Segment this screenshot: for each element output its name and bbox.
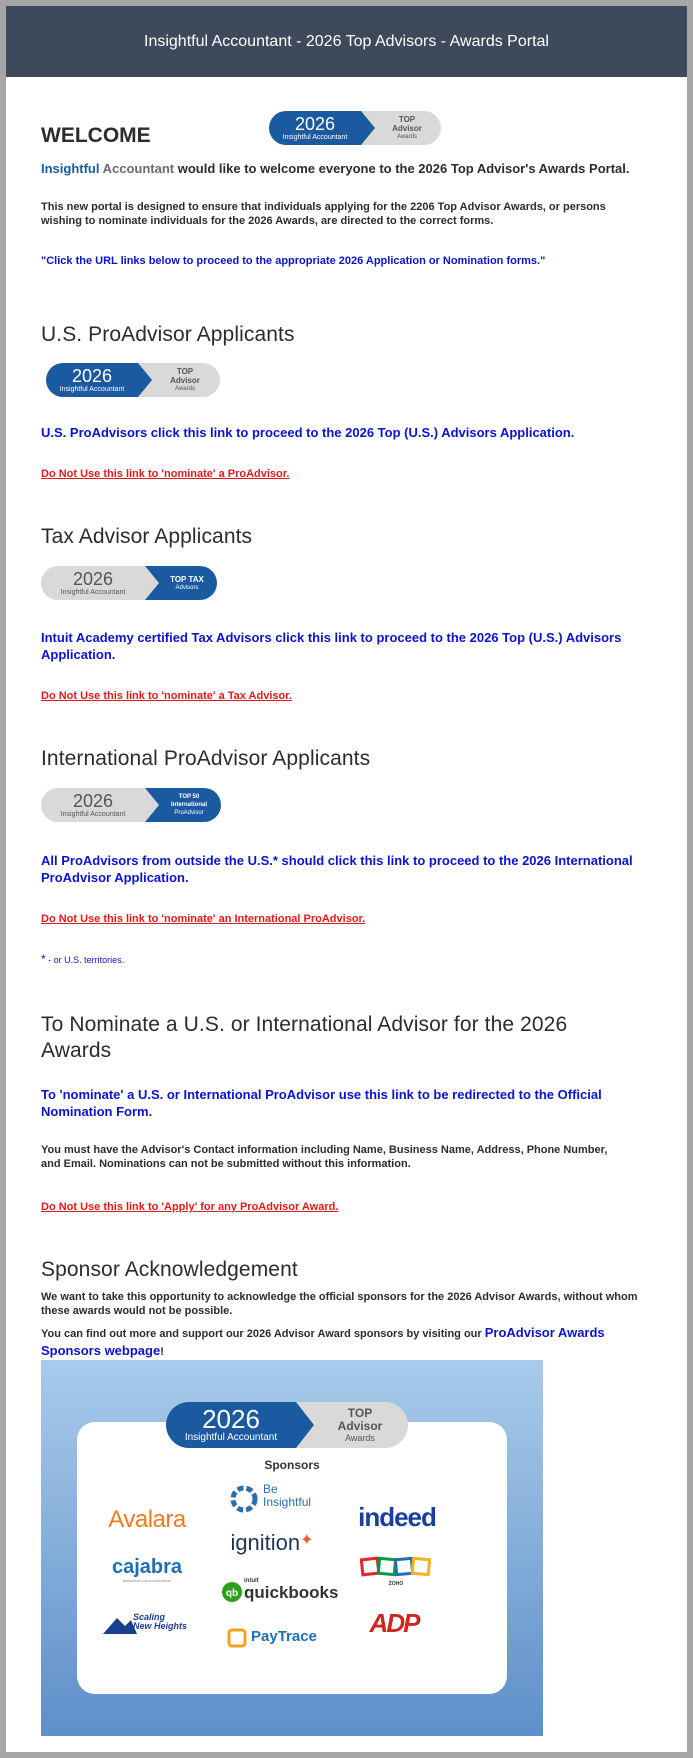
badge-top50: TOP 50 bbox=[178, 794, 200, 800]
quickbooks-label: quickbooks bbox=[244, 1583, 339, 1602]
badge-advisor: Advisor bbox=[170, 376, 200, 385]
us-application-link[interactable]: U.S. ProAdvisors click this link to proceed to the 2026 Top (U.S.) Advisors Application. bbox=[41, 425, 575, 440]
badge-top-tax: TOP TAX bbox=[170, 574, 204, 584]
footnote-text: - or U.S. territories. bbox=[45, 955, 125, 965]
cajabra-logo bbox=[102, 1556, 192, 1583]
intl-footnote bbox=[41, 952, 124, 966]
ignition-logo bbox=[222, 1530, 322, 1556]
ignition-spark-icon: ✦ bbox=[300, 1532, 314, 1549]
nomination-note: You must have the Advisor's Contact information including Name, Business Name, Address, Phone Number, and Email. Nominations can not be submitted without this information. bbox=[41, 1144, 608, 1170]
intl-application-link[interactable]: All ProAdvisors from outside the U.S.* should click this link to proceed to the 2026 International ProAdvisor Application. bbox=[41, 853, 633, 885]
badge-brand: Insightful Accountant bbox=[60, 810, 126, 818]
welcome-heading: WELCOME bbox=[41, 124, 151, 147]
sponsor-section-heading: Sponsor Acknowledgement bbox=[41, 1258, 298, 1281]
scaling-new-heights-logo bbox=[103, 1610, 195, 1640]
badge-top: TOP bbox=[347, 1405, 373, 1420]
nomination-form-link[interactable]: To 'nominate' a U.S. or International ProAdvisor use this link to be redirected to the Official Nomination Form. bbox=[41, 1087, 602, 1119]
badge-awards: Awards bbox=[175, 386, 195, 392]
awards-badge-welcome bbox=[269, 111, 441, 145]
sponsors-card bbox=[77, 1404, 507, 1694]
paytrace-logo bbox=[227, 1626, 337, 1650]
badge-year: 2026 bbox=[294, 113, 336, 134]
quickbooks-logo bbox=[222, 1578, 339, 1604]
ignition-label: ignition bbox=[230, 1530, 301, 1555]
footnote-star: * bbox=[41, 952, 46, 966]
paytrace-icon bbox=[227, 1628, 247, 1648]
welcome-intro bbox=[41, 161, 661, 177]
awards-badge-us bbox=[46, 363, 220, 397]
be-label: Be bbox=[263, 1482, 278, 1496]
cajabra-label: cajabra bbox=[111, 1556, 183, 1578]
quickbooks-icon bbox=[222, 1582, 242, 1602]
sponsor-text-1: We want to take this opportunity to acknowledge the official sponsors for the 2026 Advisor Awards, without whom these awards would not be possible. bbox=[41, 1291, 638, 1317]
zoho-label: ZOHO bbox=[388, 1581, 404, 1587]
intl-section-heading: International ProAdvisor Applicants bbox=[41, 747, 371, 770]
welcome-quote: "Click the URL links below to proceed to the appropriate 2026 Application or Nomination forms." bbox=[41, 255, 546, 267]
sponsor-text-2-suffix: ! bbox=[160, 1346, 164, 1358]
sponsors-webpage-link[interactable]: ProAdvisor Awards Sponsors webpage bbox=[41, 1325, 605, 1358]
badge-top: TOP bbox=[398, 115, 416, 124]
be-insightful-logo bbox=[227, 1482, 347, 1516]
awards-badge-sponsors bbox=[166, 1402, 408, 1448]
awards-badge-intl bbox=[41, 788, 221, 822]
badge-awards: Awards bbox=[345, 1432, 375, 1443]
paytrace-label: PayTrace bbox=[251, 1628, 317, 1645]
intuit-label: intuit bbox=[244, 1578, 259, 1584]
us-nominate-warning-link[interactable]: Do Not Use this link to 'nominate' a ProAdvisor. bbox=[41, 468, 290, 480]
badge-brand: Insightful Accountant bbox=[59, 385, 125, 393]
awards-badge-tax bbox=[41, 566, 217, 600]
page-frame bbox=[6, 6, 687, 1752]
be-insightful-icon bbox=[229, 1484, 259, 1514]
nominate-section-heading: To Nominate a U.S. or International Advisor for the 2026 Awards bbox=[41, 1013, 568, 1062]
tax-application-link[interactable]: Intuit Academy certified Tax Advisors click this link to proceed to the 2026 Top (U.S.) Advisors Application. bbox=[41, 630, 622, 662]
tax-nominate-warning-link[interactable]: Do Not Use this link to 'nominate' a Tax Advisor. bbox=[41, 690, 292, 702]
badge-year: 2026 bbox=[71, 365, 113, 386]
zoho-squares-icon bbox=[360, 1556, 432, 1580]
sponsors-panel bbox=[41, 1360, 543, 1736]
badge-advisor: Advisor bbox=[337, 1418, 383, 1433]
welcome-description: This new portal is designed to ensure that individuals applying for the 2206 Top Advisor Awards, or persons wishing to nominate individuals for the 2026 Awards, are directed to the correct forms. bbox=[41, 201, 606, 227]
badge-advisor: Advisor bbox=[392, 124, 422, 133]
us-section-heading: U.S. ProAdvisor Applicants bbox=[41, 323, 295, 346]
snh-label-2: New Heights bbox=[133, 1621, 188, 1631]
header-title: Insightful Accountant - 2026 Top Advisors - Awards Portal bbox=[144, 32, 549, 50]
intl-nominate-warning-link[interactable]: Do Not Use this link to 'nominate' an International ProAdvisor. bbox=[41, 913, 366, 925]
svg-text:qb: qb bbox=[225, 1588, 239, 1599]
zoho-logo bbox=[360, 1556, 432, 1586]
badge-year: 2026 bbox=[202, 1404, 260, 1434]
brand-insightful: Insightful bbox=[41, 161, 100, 176]
badge-awards: Awards bbox=[397, 134, 417, 140]
nominate-apply-warning-link[interactable]: Do Not Use this link to 'Apply' for any ProAdvisor Award. bbox=[41, 1201, 339, 1213]
badge-year: 2026 bbox=[72, 568, 114, 589]
badge-brand: Insightful Accountant bbox=[60, 588, 126, 596]
cajabra-tagline: MARKETING FOR ACCOUNTANTS bbox=[122, 1579, 172, 1583]
badge-brand: Insightful Accountant bbox=[282, 133, 348, 141]
badge-year: 2026 bbox=[72, 790, 114, 811]
tax-section-heading: Tax Advisor Applicants bbox=[41, 525, 253, 548]
badge-international: International bbox=[170, 802, 207, 808]
mountain-icon bbox=[103, 1614, 137, 1634]
adp-logo: ADP bbox=[369, 1608, 419, 1638]
sponsor-text-2-prefix: You can find out more and support our 2026 Advisor Award sponsors by visiting our bbox=[41, 1328, 485, 1340]
welcome-intro-text: would like to welcome everyone to the 2026 Top Advisor's Awards Portal. bbox=[174, 161, 630, 176]
badge-proadvisor: ProAdvisor bbox=[174, 810, 204, 816]
badge-brand: Insightful Accountant bbox=[184, 1432, 278, 1443]
brand-accountant: Accountant bbox=[99, 161, 175, 176]
badge-advisors: Advisors bbox=[175, 584, 199, 591]
insightful-label: Insightful bbox=[263, 1495, 312, 1509]
indeed-logo: indeed bbox=[358, 1502, 436, 1532]
sponsor-text-2 bbox=[41, 1324, 641, 1360]
header-bar bbox=[6, 6, 687, 77]
sponsors-title: Sponsors bbox=[264, 1458, 320, 1472]
avalara-logo: Avalara bbox=[108, 1506, 186, 1533]
badge-top: TOP bbox=[176, 367, 194, 376]
snh-label-1: Scaling bbox=[133, 1612, 166, 1622]
